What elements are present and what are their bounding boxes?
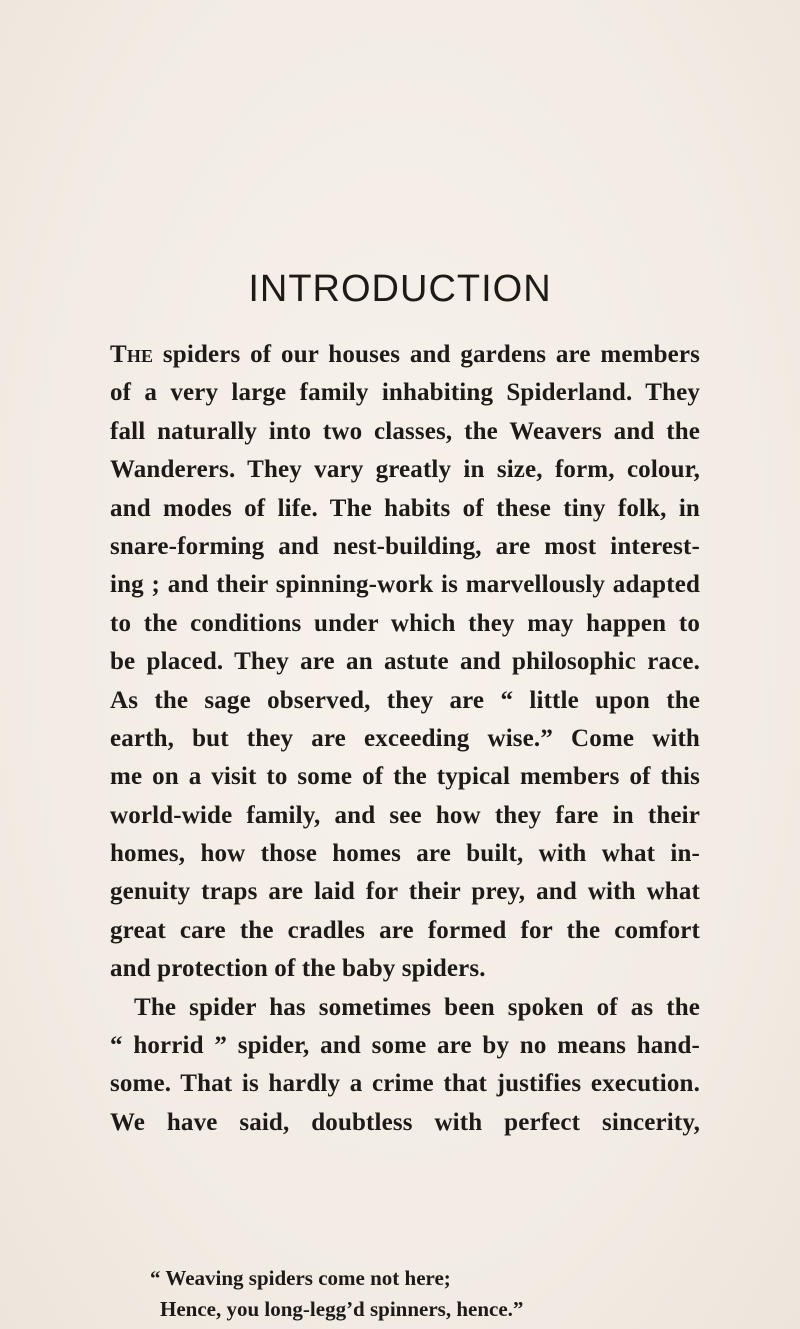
paragraph-line: of a very large family inhabiting Spiderland. They: [110, 379, 700, 407]
paragraph-line: be placed. They are an astute and philosophic race.: [110, 648, 700, 676]
paragraph-line: to the conditions under which they may happen to: [110, 609, 700, 637]
paragraph-line: great care the cradles are formed for the comfort: [110, 916, 700, 944]
paragraph-line: “ horrid ” spider, and some are by no means hand-: [110, 1032, 700, 1060]
paragraph-line: The spider has sometimes been spoken of as the: [134, 993, 700, 1021]
paragraph-line: me on a visit to some of the typical members of this: [110, 763, 700, 791]
verse-line: Hence, you long-legg’d spinners, hence.”: [160, 1297, 524, 1321]
paragraph-line: snare-forming and nest-building, are most interest-: [110, 532, 700, 560]
verse-quote: [150, 1263, 523, 1325]
paragraph-first-word: The: [110, 341, 154, 368]
paragraph-line: We have said, doubtless with perfect sincerity,: [110, 1108, 700, 1136]
paragraph-line: genuity traps are laid for their prey, and with what: [110, 878, 700, 906]
paragraph-line: some. That is hardly a crime that justifies execution.: [110, 1070, 700, 1098]
paragraph-line: ing ; and their spinning-work is marvellously adapted: [110, 571, 700, 599]
chapter-heading: INTRODUCTION: [248, 268, 552, 310]
paragraph-line: fall naturally into two classes, the Weavers and the: [110, 417, 700, 445]
paragraph-line: and protection of the baby spiders.: [110, 955, 486, 983]
paragraph-line: [110, 336, 700, 374]
verse-line: “ Weaving spiders come not here;: [150, 1266, 451, 1290]
paragraph-line: homes, how those homes are built, with what in-: [110, 840, 700, 868]
paragraph-line: and modes of life. The habits of these tiny folk, in: [110, 494, 700, 522]
paragraph-line: earth, but they are exceeding wise.” Come with: [110, 724, 700, 752]
paragraph-line: Wanderers. They vary greatly in size, form, colour,: [110, 456, 700, 484]
paragraph-line-text: spiders of our houses and gardens are members: [162, 341, 700, 368]
paragraph-line: As the sage observed, they are “ little upon the: [110, 686, 700, 714]
body-text: [110, 336, 700, 1142]
paragraph-line: world-wide family, and see how they fare in their: [110, 801, 700, 829]
